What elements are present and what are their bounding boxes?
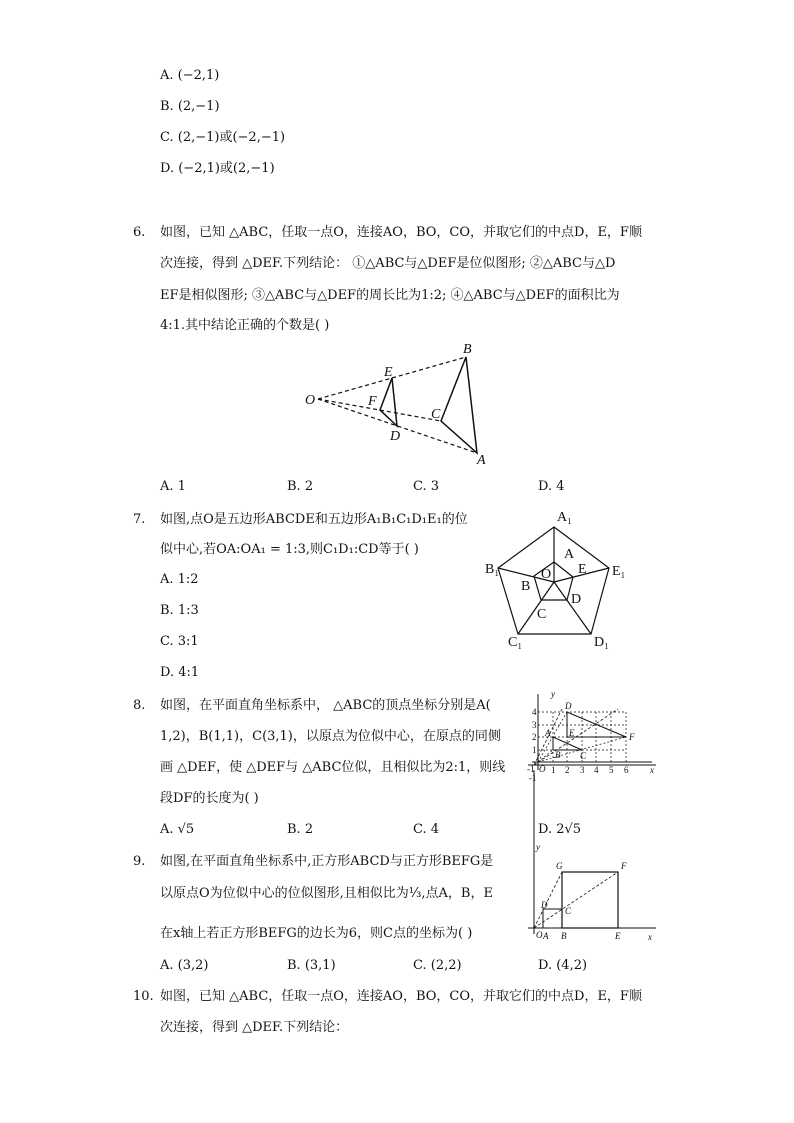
q9-option-c: C. (2,2) — [413, 958, 462, 973]
q7-number: 7. — [133, 512, 146, 527]
q7-option-a: A. 1:2 — [160, 572, 199, 587]
q8-xtick: -1 — [527, 764, 535, 774]
q7-label-a: A — [564, 547, 575, 562]
q8-label-d: D — [565, 701, 572, 711]
q9-label-g: G — [556, 861, 563, 871]
q9-label-o: O — [536, 930, 543, 940]
q6-label-d: D — [390, 429, 401, 444]
q9-label-f: F — [621, 861, 627, 871]
q7-label-a1: A₁ — [557, 510, 572, 525]
q8-option-a: A. √5 — [160, 822, 195, 837]
q5-option-c: C. (2,−1)或(−2,−1) — [160, 130, 286, 145]
q8-xtick: 2 — [565, 765, 570, 775]
q8-label-f: F — [629, 732, 635, 742]
q8-label-o: O — [539, 764, 546, 774]
q8-axis-x: x — [650, 765, 654, 775]
q9-option-b: B. (3,1) — [287, 958, 336, 973]
q8-label-b: B — [555, 750, 561, 760]
q6-label-e: E — [384, 365, 393, 380]
q7-label-d1: D₁ — [594, 635, 609, 650]
q8-text-line: 1,2)，B(1,1)，C(3,1)，以原点为位似中心，在原点的同侧 — [160, 729, 501, 744]
q8-label-e: E — [569, 728, 575, 738]
q5-option-a: A. (−2,1) — [160, 68, 220, 83]
q7-option-d: D. 4:1 — [160, 665, 200, 680]
q9-label-e: E — [615, 931, 621, 941]
q6-option-c: C. 3 — [413, 479, 440, 494]
q8-axis-y: y — [551, 689, 555, 699]
q9-label-c: C — [565, 906, 572, 916]
q8-option-d: D. 2√5 — [538, 822, 582, 837]
q7-label-b1: B₁ — [485, 562, 500, 577]
q6-label-c: C — [431, 407, 441, 422]
q7-label-c: C — [537, 607, 547, 622]
q7-label-e: E — [578, 562, 587, 577]
q6-label-b: B — [463, 342, 472, 357]
q9-option-a: A. (3,2) — [160, 958, 209, 973]
q6-label-o: O — [305, 393, 316, 408]
q6-option-b: B. 2 — [287, 479, 314, 494]
q8-xtick: 1 — [551, 765, 556, 775]
q7-text-line: 似中心,若OA:OA₁ = 1:3,则C₁D₁:CD等于( ) — [160, 542, 419, 557]
q6-text-line: 4:1.其中结论正确的个数是( ) — [160, 318, 330, 333]
q8-ytick: -1 — [529, 773, 537, 783]
q7-label-o: O — [541, 567, 552, 582]
q8-ytick: 1 — [532, 745, 537, 755]
q8-label-c: C — [580, 751, 587, 761]
q8-xtick: 3 — [580, 765, 585, 775]
q8-xtick: 4 — [594, 765, 599, 775]
q5-option-b: B. (2,−1) — [160, 99, 220, 114]
q8-ytick: 3 — [532, 720, 537, 730]
q6-text-line: EF是相似图形; ③△ABC与△DEF的周长比为1:2; ④△ABC与△DEF的面积比为 — [160, 288, 620, 303]
q8-ytick: 4 — [532, 707, 537, 717]
q6-option-d: D. 4 — [538, 479, 565, 494]
q5-option-d: D. (−2,1)或(2,−1) — [160, 161, 275, 176]
q8-option-c: C. 4 — [413, 822, 440, 837]
q6-option-a: A. 1 — [160, 479, 186, 494]
q9-label-a: A — [543, 931, 549, 941]
q6-text-line: 次连接，得到 △DEF.下列结论： ①△ABC与△DEF是位似图形; ②△ABC与△D — [160, 256, 616, 271]
q6-text-line: 如图，已知 △ABC，任取一点O，连接AO，BO，CO，并取它们的中点D，E，F顺 — [160, 225, 642, 240]
q6-label-f: F — [368, 394, 377, 409]
q8-text-line: 如图，在平面直角坐标系中， △ABC的顶点坐标分别是A( — [160, 698, 491, 713]
q9-label-b: B — [561, 931, 567, 941]
q9-axis-y: y — [536, 842, 540, 852]
q7-label-c1: C₁ — [508, 635, 523, 650]
q8-text-line: 段DF的长度为( ) — [160, 791, 259, 806]
q8-number: 8. — [133, 698, 146, 713]
q9-axis-x: x — [648, 932, 652, 942]
q9-option-d: D. (4,2) — [538, 958, 588, 973]
q9-text-line: 以原点O为位似中心的位似图形,且相似比为⅓,点A，B，E — [160, 886, 493, 901]
q8-xtick: 5 — [609, 765, 614, 775]
q7-option-b: B. 1:3 — [160, 603, 199, 618]
q6-number: 6. — [133, 225, 146, 240]
q6-label-a: A — [477, 453, 486, 468]
q9-text-line: 如图,在平面直角坐标系中,正方形ABCD与正方形BEFG是 — [160, 854, 494, 869]
q7-label-d: D — [571, 592, 582, 607]
q8-label-a: A — [545, 728, 551, 738]
q7-label-b: B — [521, 579, 531, 594]
q8-text-line: 画 △DEF，使 △DEF与 △ABC位似，且相似比为2:1，则线 — [160, 760, 506, 775]
q9-label-d: D — [541, 900, 548, 910]
q8-ytick: 2 — [532, 732, 537, 742]
q8-option-b: B. 2 — [287, 822, 314, 837]
q7-option-c: C. 3:1 — [160, 634, 199, 649]
q8-xtick: 6 — [624, 765, 629, 775]
q9-text-line: 在x轴上若正方形BEFG的边长为6，则C点的坐标为( ) — [160, 926, 473, 941]
q9-number: 9. — [133, 854, 146, 869]
q7-text-line: 如图,点O是五边形ABCDE和五边形A₁B₁C₁D₁E₁的位 — [160, 512, 468, 527]
q7-label-e1: E₁ — [612, 564, 626, 579]
q10-text-line: 如图，已知 △ABC，任取一点O，连接AO，BO，CO，并取它们的中点D，E，F顺 — [160, 989, 642, 1004]
q10-number: 10. — [133, 989, 154, 1004]
q10-text-line: 次连接，得到 △DEF.下列结论： — [160, 1020, 349, 1035]
